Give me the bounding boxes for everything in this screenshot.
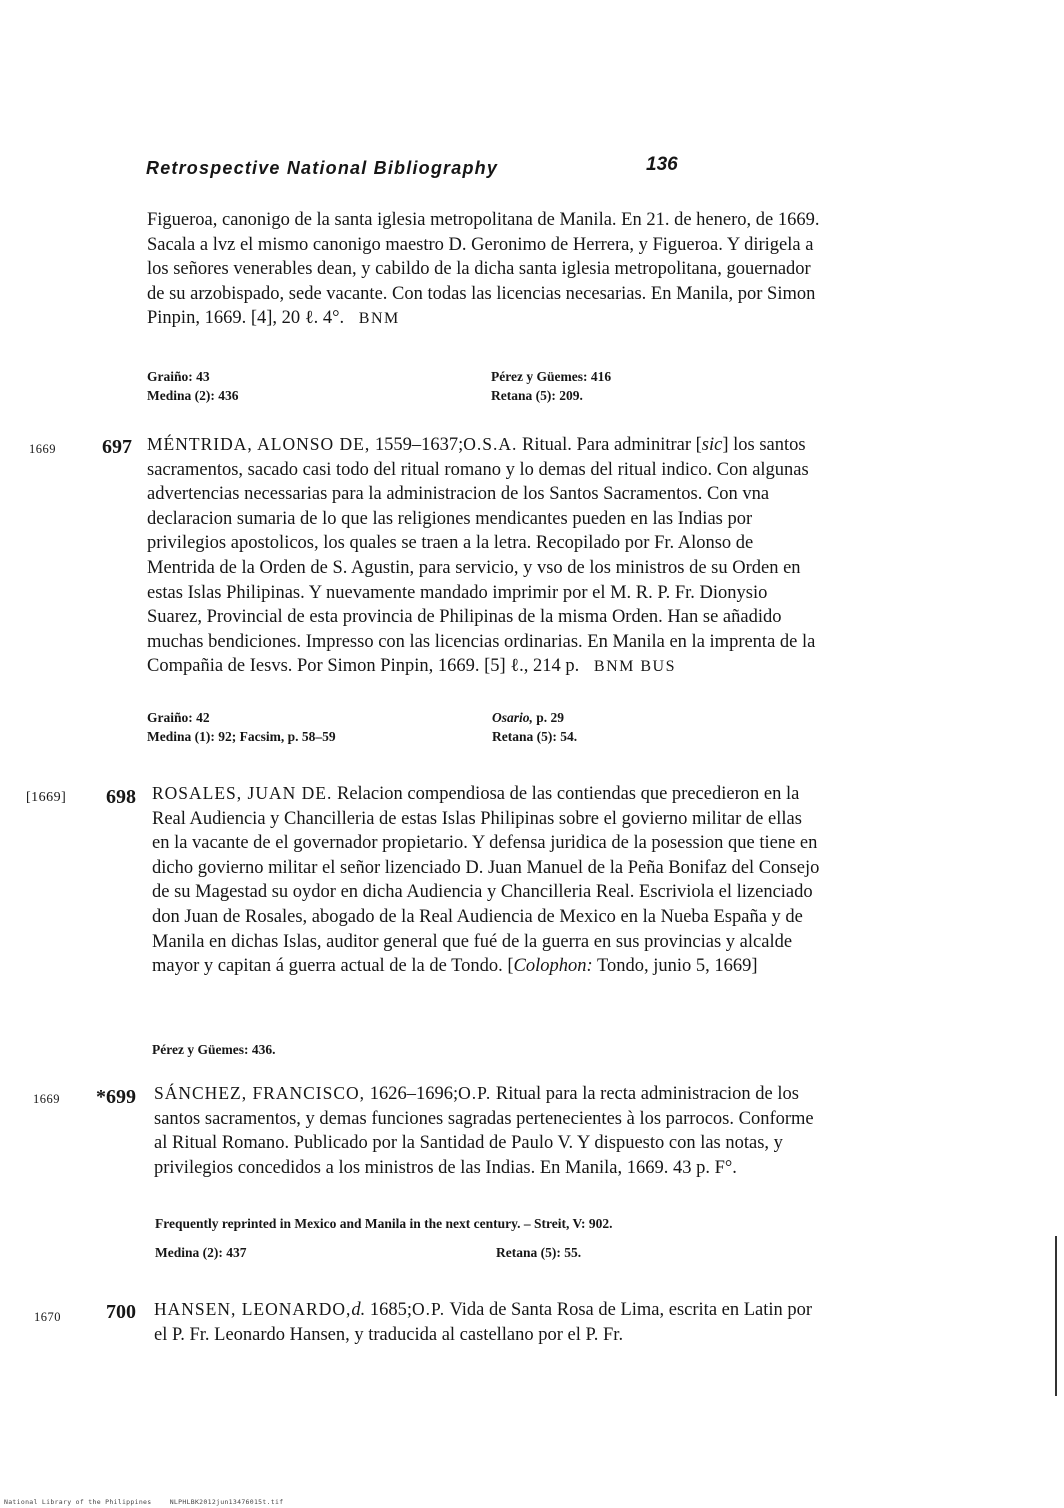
entry-author-dates: 1685;: [369, 1300, 412, 1320]
footer-library: National Library of the Philippines: [4, 1498, 152, 1506]
entry-author-dates: 1559–1637;: [374, 435, 464, 455]
ref-graino: Graiño: 43: [147, 369, 210, 384]
scan-margin-line: [1055, 1236, 1057, 1396]
entry-year: 1669: [29, 442, 56, 456]
entry-year: 1669: [33, 1092, 60, 1106]
entry-title: Relacion compendiosa de las contiendas que precedieron en la Real Audiencia y Chancilleria de estas Islas Philipinas sobre el govierno militar de ellas en la vacante de el governador propietario. Y defensa juridica de la posession que tiene en dicho govierno militar el señor lizenciado D. Juan Manuel de la Peña Bonifaz del Consejo de su Magestad su oydor en dicha Audiencia y Chancilleria Real. Escriviola el lizenciado don Juan de Rosales, abogado de la Real Audiencia de Mexico en la Nueba España y de Manila en dichas Islas, auditor general que fué de la guerra en sus provincias y alcalde mayor y capitan á guerra actual de la de Tondo. [: [152, 784, 820, 977]
entry-author: SÁNCHEZ, FRANCISCO,: [154, 1083, 366, 1103]
ref-medina: Medina (2): 436: [147, 388, 239, 403]
entry-title: Ritual para la recta administracion de los santos sacramentos, y demas funciones sagradas pertenecientes à los parrocos. Conforme al Ritual Romano. Publicado por la Santidad de Paulo V. Y dispuesto con las notas, y privilegios concedidos a los ministros de las Indias. En Manila, 1669. 43 p. F°.: [154, 1084, 814, 1178]
entry-order: O.P.: [458, 1083, 492, 1103]
entry-author: MÉNTRIDA, ALONSO DE,: [147, 434, 371, 454]
sic-marker: sic: [701, 435, 723, 455]
entry-author-dates: 1626–1696;: [369, 1084, 459, 1104]
entry-number: 697: [102, 436, 132, 458]
entry-697-text: [147, 432, 823, 680]
entry-title-start: Ritual. Para adminitrar [: [521, 435, 702, 455]
entry-order: O.P.: [411, 1299, 446, 1319]
entry-699-note: Frequently reprinted in Mexico and Manila in the next century. – Streit, V: 902.: [155, 1216, 613, 1231]
footer-file-id: NLPHLBK2012jun13476015t.tif: [169, 1498, 284, 1506]
ref-retana: Retana (5): 54.: [492, 729, 578, 744]
ref-medina: Medina (2): 437: [155, 1245, 247, 1260]
entry-year: [1669]: [26, 790, 67, 805]
entry-698-text: [152, 781, 820, 979]
entry-locations: BNM BUS: [593, 658, 676, 676]
running-head-title: Retrospective National Bibliography: [146, 158, 499, 178]
entry-author: ROSALES, JUAN DE.: [152, 783, 333, 803]
ref-perez-guemes: Pérez y Güemes: 416: [491, 369, 612, 384]
entry-author-died: d.: [351, 1300, 366, 1320]
entry-699-refs: [155, 1243, 755, 1263]
continued-entry-locations: BNM: [358, 310, 400, 328]
entry-number: 700: [106, 1301, 136, 1323]
ref-osario-page: p. 29: [532, 710, 565, 725]
entry-699-text: [154, 1081, 820, 1180]
entry-year: 1670: [34, 1310, 61, 1324]
entry-number: 698: [106, 786, 136, 808]
ref-retana: Retana (5): 55.: [496, 1245, 582, 1260]
colophon-label: Colophon:: [513, 956, 593, 977]
continued-entry-format: 4°.: [322, 308, 345, 329]
scan-footer: [4, 1498, 297, 1506]
entry-title-end: Tondo, junio 5, 1669]: [592, 956, 758, 977]
running-head: [146, 154, 686, 188]
entry-700-text: [154, 1297, 820, 1347]
entry-author: HANSEN, LEONARDO,: [154, 1299, 352, 1319]
ref-retana: Retana (5): 209.: [491, 388, 583, 403]
entry-title: Vida de Santa Rosa de Lima, escrita en Latin por el P. Fr. Leonardo Hansen, y traducida al castellano por el P. Fr.: [154, 1300, 813, 1345]
entry-698-refs: Pérez y Güemes: 436.: [152, 1042, 276, 1057]
page-number: 136: [646, 154, 678, 175]
entry-order: O.S.A.: [463, 434, 518, 454]
entry-number: *699: [96, 1086, 136, 1108]
ref-graino: Graiño: 42: [147, 710, 210, 725]
ref-medina: Medina (1): 92; Facsim, p. 58–59: [147, 729, 336, 744]
continued-entry-refs: [147, 367, 747, 407]
entry-title-rest: ] los santos sacramentos, sacado casi todo del ritual romano y lo demas del ritual indico. Con algunas advertencias necessarias para la administracion de los Santos Sacramentos. Con vna declaracion sumaria de lo que las religiones mendicantes pueden en las Indias por privilegios apostolicos, los quales se traen a la letra. Recopilado por Fr. Alonso de Mentrida de la Orden de S. Agustin, para servicio, y vso de los ministros de su Orden en estas Islas Philipinas. Y nuevamente mandado imprimir por el M. R. P. Fr. Dionysio Suarez, Provincial de esta provincia de Philipinas de la misma Orden. Han se añadido muchas bendiciones. Impresso con las licencias ordinarias. En Manila en la imprenta de la Compañia de Iesvs. Por Simon Pinpin, 1669. [5] ℓ., 214 p.: [147, 435, 816, 677]
ref-osario-italic: Osario,: [492, 710, 533, 725]
continued-entry-body: Figueroa, canonigo de la santa iglesia metropolitana de Manila. En 21. de henero, de 1669. Sacala a lvz el mismo canonigo maestro D. Geronimo de Herrera, y Figueroa. Y dirigela a los señores venerables dean, y cabildo de la dicha santa iglesia metropolitana, gouernador de su arzobispado, sede vacante. Con todas las licencias necesarias. En Manila, por Simon Pinpin, 1669. [4], 20 ℓ.: [147, 210, 820, 329]
continued-entry-text: [147, 208, 827, 332]
entry-697-refs: [147, 708, 747, 748]
